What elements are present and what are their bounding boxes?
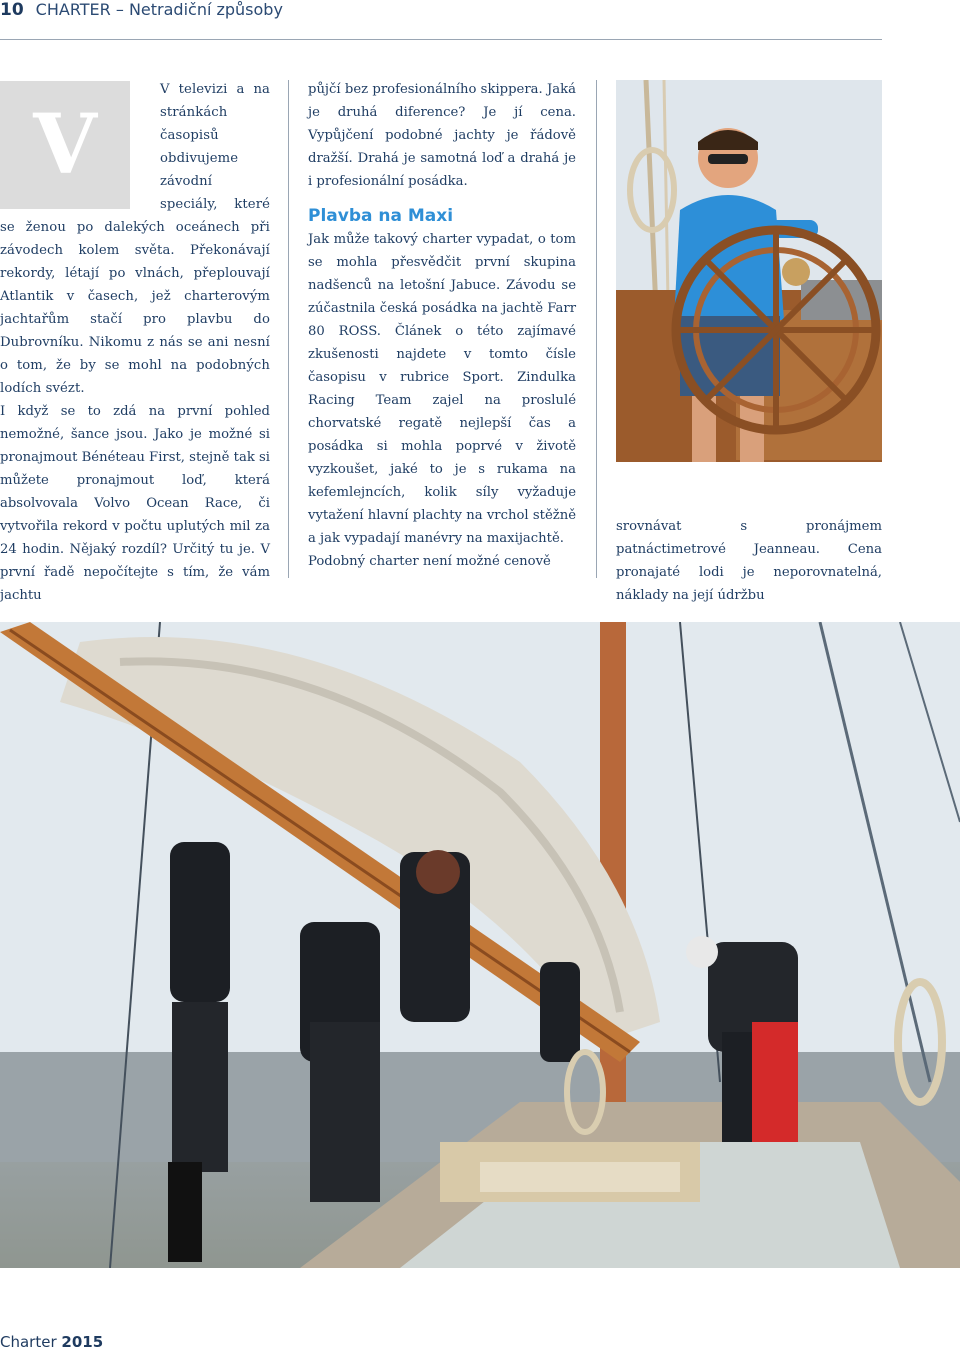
body-paragraph: půjčí bez profesionálního skippera. Jaká je druhá diference? Je jí cena. Vypůjčení podobné jachty je řádově dražší. Drahá je samotná loď a drahá je i profesionální posádka. xyxy=(308,82,576,189)
issue-year: 2015 xyxy=(61,1333,104,1351)
lead-paragraph: V televizi a na stránkách časopisů obdivujeme závodní speciály, které se ženou po dalekých oceánech při závodech kolem světa. Překonávají rekordy, létají po vlnách, přeplouvají Atlantik v časech, jež charterovým jachtařům stačí pro plavbu do Dubrovníku. Nikomu z nás se ani nesní o tom, že by se mohl na podobných lodích svézt. xyxy=(0,82,270,396)
subheading: Plavba na Maxi xyxy=(308,206,454,226)
column-divider xyxy=(596,80,597,578)
page-footer xyxy=(0,1333,103,1351)
article-column-2 xyxy=(308,78,576,573)
body-paragraph: Jak může takový charter vypadat, o tom se mohla přesvědčit první skupina nadšenců na letošní Jabuce. Závodu se zúčastnila česká posádka na jachtě Farr 80 ROSS. Článek o této zajímavé zkušenosti najdete v tomto čísle časopisu v rubrice Sport. Zindulka Racing Team zajel na proslulé chorvatské regatě nejlepší čas a posádka si mohla poprvé v životě vyzkoušet, jaké to je s rukama na kefemlejncích, kolik síly vyžaduje vytažení hlavní plachty na vrchol stěžně a jak vypadají manévry na maxijachtě. xyxy=(308,232,576,546)
article-column-3 xyxy=(616,515,882,607)
article-column-1 xyxy=(0,78,270,607)
body-paragraph: I když se to zdá na první pohled nemožné, šance jsou. Jako je možné si pronajmout Bénéteau First, stejně tak si můžete pronajmout loď, která absolvovala Volvo Ocean Race, či vytvořila rekord v počtu uplutých mil za 24 hodin. Nějaký rozdíl? Určitý tu je. V první řadě nepočítejte s tím, že vám jachtu xyxy=(0,404,270,603)
body-paragraph: srovnávat s pronájmem patnáctimetrové Jeanneau. Cena pronajaté lodi je neporovnatelná, náklady na její údržbu xyxy=(616,519,882,603)
header-divider xyxy=(0,39,882,40)
column-divider xyxy=(288,80,289,578)
dropcap: V xyxy=(0,81,130,209)
page-number: 10 xyxy=(0,0,24,20)
deck-photo xyxy=(0,622,960,1268)
page-header xyxy=(0,0,283,22)
magazine-name: Charter xyxy=(0,1333,57,1351)
helm-photo xyxy=(616,80,882,462)
section-title: CHARTER – Netradiční způsoby xyxy=(35,0,283,19)
body-paragraph: Podobný charter není možné cenově xyxy=(308,554,551,569)
